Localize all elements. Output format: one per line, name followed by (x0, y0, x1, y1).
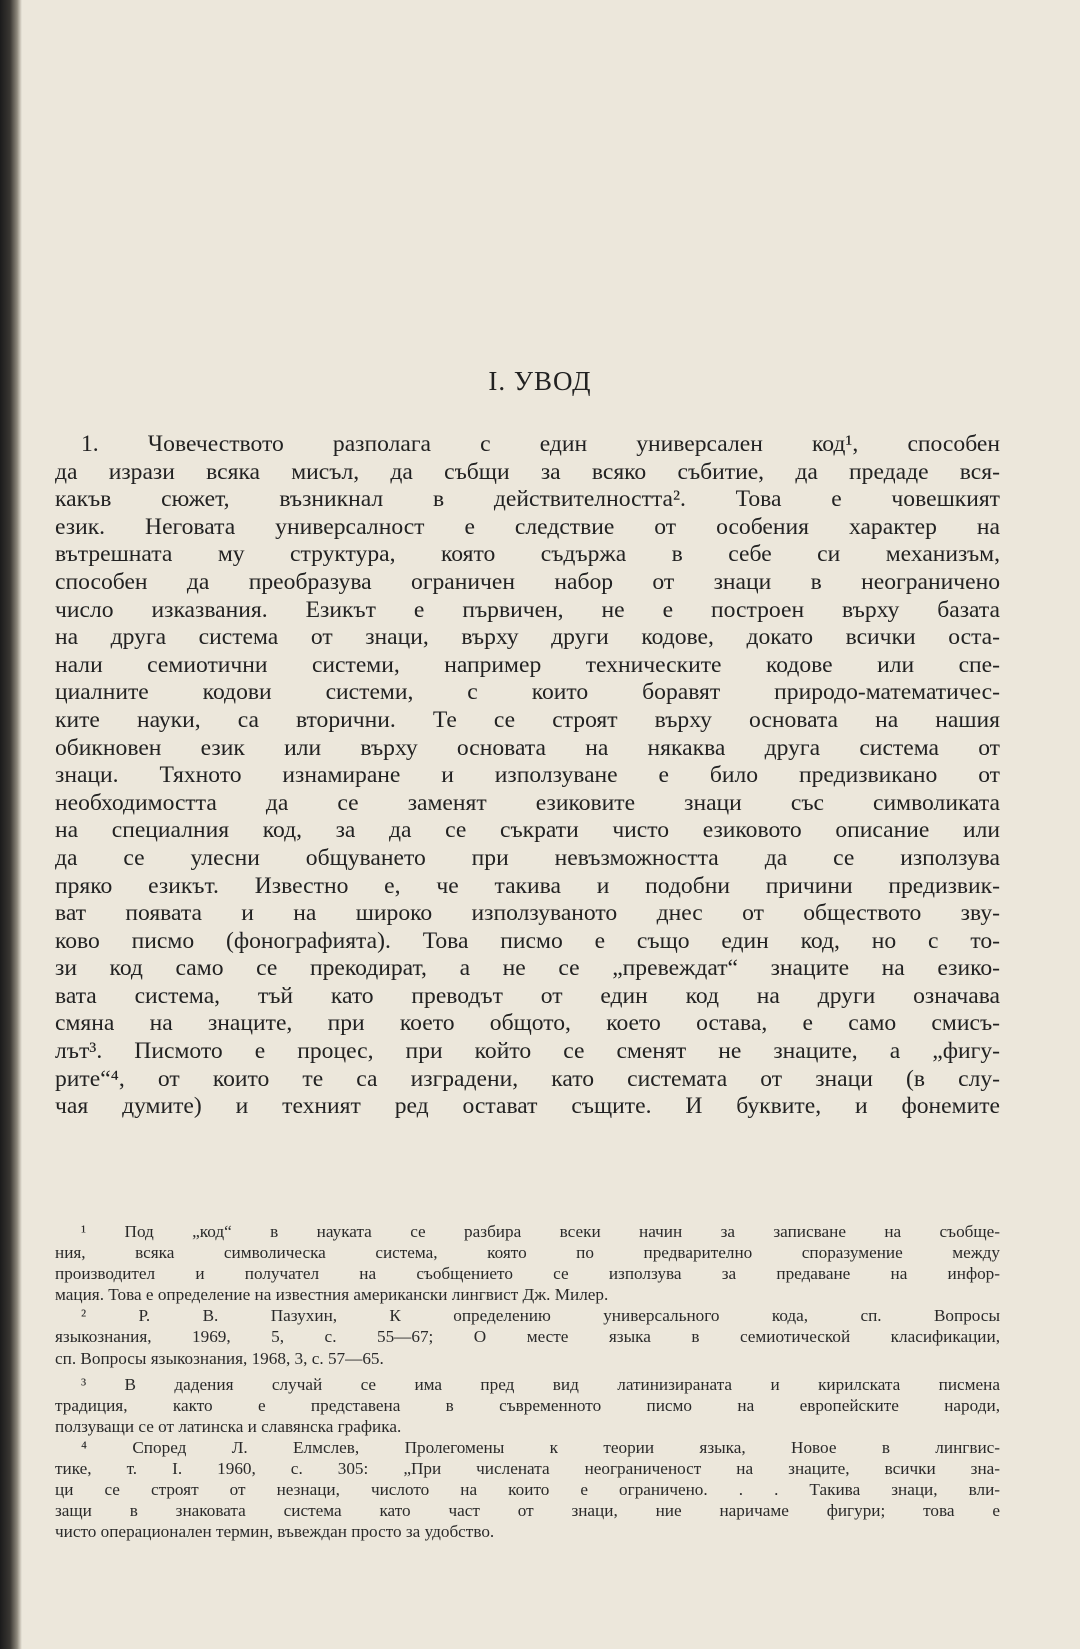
text-line: циалните кодови системи, с които боравят природо-математичес- (55, 679, 1000, 706)
text-line: необходимостта да се заменят езиковите знаци със символиката (55, 789, 1000, 816)
text-line: език. Неговата универсалност е следствие от особения характер на (55, 513, 1000, 540)
footnote-line: языкознания, 1969, 5, с. 55—67; О месте языка в семиотической класификации, (55, 1327, 1000, 1347)
text-line: да изрази всяка мисъл, да събщи за всяко събитие, да предаде вся- (55, 458, 1000, 485)
text-line: на специалния код, за да се съкрати чисто езиковото описание или (55, 817, 1000, 844)
main-text (55, 431, 1000, 1121)
text-line: вътрешната му структура, която съдържа в себе си механизъм, (55, 541, 1000, 568)
text-line: число изказвания. Езикът е първичен, не е построен върху базата (55, 596, 1000, 623)
footnote-line: ползуващи се от латинска и славянска графика. (55, 1416, 402, 1436)
footnotes (55, 1221, 1000, 1542)
text-line: вата система, тъй като преводът от един код на други означава (55, 982, 1000, 1009)
footnote-line: ³ В дадения случай се има пред вид латинизираната и кирилската писмена (81, 1374, 1000, 1394)
footnote-line: ⁴ Според Л. Елмслев, Пролегомены к теории языка, Новое в лингвис- (81, 1437, 1000, 1457)
text-line: ките науки, са вторични. Те се строят върху основата на нашия (55, 706, 1000, 733)
text-line: знаци. Тяхното изнамиране и използуване е било предизвикано от (55, 762, 1000, 789)
footnote-line: ци се строят от незнаци, числото на които е ограничено. . . Такива знаци, вли- (55, 1480, 1000, 1500)
text-line: да се улесни общуването при невъзможността да се използува (55, 844, 1000, 871)
footnote-line: чисто операционален термин, въвеждан просто за удобство. (55, 1522, 495, 1542)
text-line: ково писмо (фонографията). Това писмо е също един код, но с то- (55, 927, 1000, 954)
footnote-line: ния, всяка символическа система, която по предварително споразумение между (55, 1243, 1000, 1263)
text-line: 1. Човечеството разполага с един универсален код¹, способен (81, 431, 1000, 457)
text-line: зи код само се прекодират, а не се „превеждат“ знаците на езико- (55, 955, 1000, 982)
footnote-line: защи в знаковата система като част от знаци, ние наричаме фигури; това е (55, 1501, 1000, 1521)
text-line: лът³. Писмото е процес, при който се сменят не знаците, а „фигу- (55, 1038, 1000, 1065)
text-line: способен да преобразува ограничен набор от знаци в неограничено (55, 568, 1000, 595)
text-line: пряко езикът. Известно е, че такива и подобни причини предизвик- (55, 872, 1000, 899)
chapter-title: I. УВОД (488, 366, 592, 396)
text-line: чая думите) и техният ред остават същите. И буквите, и фонемите (55, 1093, 1000, 1120)
text-line: рите“⁴, от които те са изградени, като системата от знаци (в слу- (55, 1065, 1000, 1092)
text-line: смяна на знаците, при което общото, което остава, е само смисъ- (55, 1010, 1000, 1037)
footnote-line: традиция, както е представена в съвременното писмо на европейските народи, (55, 1395, 1000, 1415)
footnote-line: производител и получател на съобщението се използува за предаване на инфор- (55, 1264, 1000, 1284)
footnote-line: сп. Вопросы языкознания, 1968, 3, с. 57—65. (55, 1348, 384, 1368)
footnote-line: ¹ Под „код“ в науката се разбира всеки начин за записване на съобще- (81, 1222, 1000, 1241)
text-line: обикновен език или върху основата на някаква друга система от (55, 734, 1000, 761)
footnote-line: мация. Това е определение на известния американски лингвист Дж. Милер. (55, 1285, 609, 1305)
footnote-line: тике, т. I. 1960, с. 305: „При числената неограниченост на знаците, всички зна- (55, 1459, 1000, 1479)
text-line: нали семиотични системи, например техническите кодове или спе- (55, 651, 1000, 678)
footnote-line: ² Р. В. Пазухин, К определению универсального кода, сп. Вопросы (81, 1306, 1000, 1326)
text-line: на друга система от знаци, върху други кодове, докато всички оста- (55, 624, 1000, 651)
text-line: ват появата и на широко използуваното днес от обществото зву- (55, 900, 1000, 927)
text-line: какъв сюжет, възникнал в действителността². Това е човешкият (55, 486, 1000, 513)
